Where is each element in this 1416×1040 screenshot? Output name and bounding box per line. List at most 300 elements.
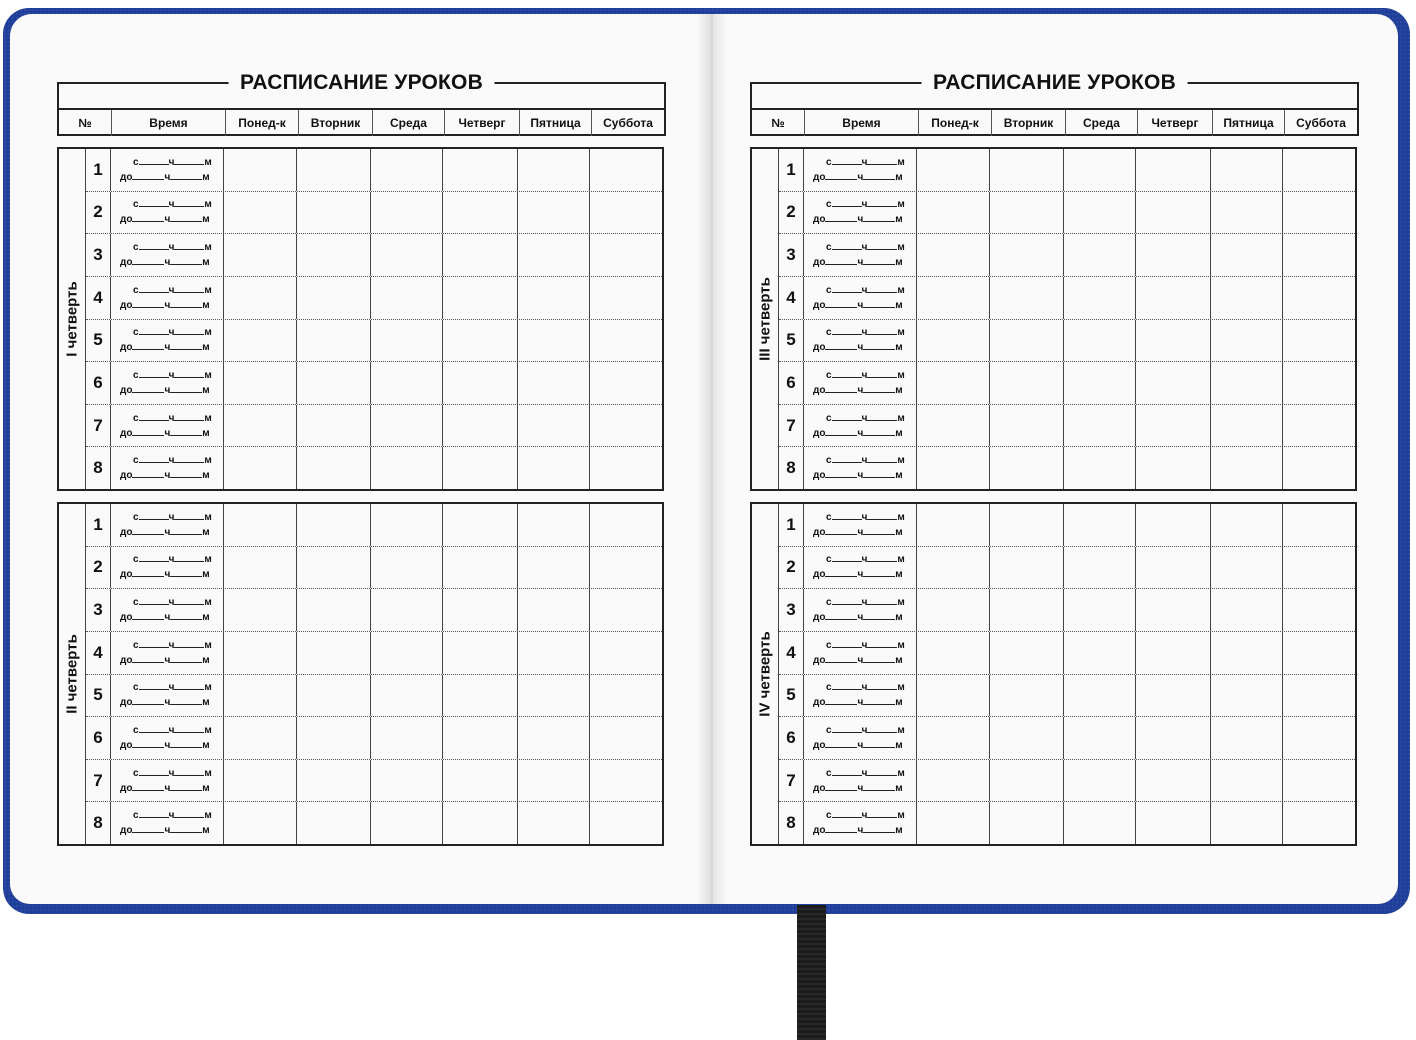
lesson-cell[interactable]: [1136, 405, 1211, 447]
lesson-cell[interactable]: [1283, 362, 1355, 404]
time-cell[interactable]: [111, 717, 224, 759]
time-cell[interactable]: [111, 802, 224, 844]
time-cell[interactable]: [804, 320, 917, 362]
lesson-cell[interactable]: [1064, 589, 1136, 631]
time-cell[interactable]: [804, 717, 917, 759]
lesson-cell[interactable]: [518, 192, 590, 234]
lesson-cell[interactable]: [443, 320, 518, 362]
lesson-cell[interactable]: [1283, 149, 1355, 191]
lesson-cell[interactable]: [518, 547, 590, 589]
time-cell[interactable]: [111, 192, 224, 234]
lesson-cell[interactable]: [917, 760, 990, 802]
lesson-cell[interactable]: [990, 632, 1064, 674]
lesson-cell[interactable]: [1211, 589, 1283, 631]
lesson-cell[interactable]: [518, 589, 590, 631]
blank-line: [174, 368, 204, 378]
lesson-cell[interactable]: [371, 277, 443, 319]
time-cell[interactable]: [804, 504, 917, 546]
lesson-cell[interactable]: [1064, 504, 1136, 546]
lesson-rows: [779, 504, 1355, 844]
time-cell[interactable]: [804, 760, 917, 802]
lesson-cell[interactable]: [297, 234, 371, 276]
time-cell[interactable]: [111, 277, 224, 319]
lesson-cell[interactable]: [1064, 234, 1136, 276]
blank-line: [170, 340, 202, 350]
lesson-cell[interactable]: [518, 362, 590, 404]
lesson-cell[interactable]: [1136, 277, 1211, 319]
minute-label: м: [202, 526, 210, 538]
lesson-cell[interactable]: [443, 149, 518, 191]
lesson-cell[interactable]: [1211, 504, 1283, 546]
time-cell[interactable]: [111, 320, 224, 362]
lesson-cell[interactable]: [1211, 192, 1283, 234]
lesson-cell[interactable]: [297, 802, 371, 844]
time-from: [115, 411, 223, 426]
lesson-cell[interactable]: [590, 234, 662, 276]
lesson-row: [779, 447, 1355, 489]
lesson-cell[interactable]: [1136, 320, 1211, 362]
lesson-cell[interactable]: [1211, 234, 1283, 276]
quarter-label: [59, 149, 86, 489]
lesson-cell[interactable]: [371, 802, 443, 844]
lesson-cell[interactable]: [371, 675, 443, 717]
lesson-cell[interactable]: [590, 547, 662, 589]
lesson-cell[interactable]: [518, 675, 590, 717]
hour-label: ч: [857, 526, 864, 538]
lesson-cell[interactable]: [917, 504, 990, 546]
time-to: [115, 212, 223, 227]
time-cell[interactable]: [111, 447, 224, 489]
lesson-cell[interactable]: [590, 675, 662, 717]
lesson-cell[interactable]: [917, 192, 990, 234]
lesson-cell[interactable]: [1064, 632, 1136, 674]
lesson-cell[interactable]: [1283, 760, 1355, 802]
lesson-cell[interactable]: [590, 589, 662, 631]
lesson-cell[interactable]: [443, 717, 518, 759]
lesson-cell[interactable]: [297, 632, 371, 674]
lesson-cell[interactable]: [297, 447, 371, 489]
lesson-cell[interactable]: [371, 447, 443, 489]
blank-line: [132, 383, 164, 393]
lesson-number: 4: [86, 277, 111, 319]
minute-label: м: [204, 242, 212, 254]
lesson-cell[interactable]: [443, 362, 518, 404]
lesson-cell[interactable]: [224, 504, 297, 546]
lesson-cell[interactable]: [224, 632, 297, 674]
lesson-cell[interactable]: [1136, 632, 1211, 674]
lesson-cell[interactable]: [590, 760, 662, 802]
time-cell[interactable]: [804, 192, 917, 234]
lesson-cell[interactable]: [443, 192, 518, 234]
lesson-cell[interactable]: [990, 760, 1064, 802]
lesson-cell[interactable]: [1136, 589, 1211, 631]
lesson-cell[interactable]: [1283, 504, 1355, 546]
to-label: до: [813, 299, 826, 311]
lesson-cell[interactable]: [1064, 405, 1136, 447]
blank-line: [825, 298, 857, 308]
time-cell[interactable]: [804, 447, 917, 489]
blank-line: [832, 552, 862, 562]
lesson-cell[interactable]: [1283, 192, 1355, 234]
column-header: Время: [805, 110, 919, 136]
lesson-number: 4: [779, 632, 804, 674]
lesson-cell[interactable]: [297, 504, 371, 546]
lesson-cell[interactable]: [371, 192, 443, 234]
lesson-cell[interactable]: [371, 547, 443, 589]
from-label: с: [826, 554, 832, 566]
lesson-cell[interactable]: [990, 447, 1064, 489]
lesson-cell[interactable]: [224, 277, 297, 319]
lesson-cell[interactable]: [1136, 717, 1211, 759]
lesson-cell[interactable]: [917, 547, 990, 589]
lesson-cell[interactable]: [1136, 802, 1211, 844]
to-label: до: [813, 825, 826, 837]
from-label: с: [133, 597, 139, 609]
lesson-cell[interactable]: [1136, 547, 1211, 589]
lesson-cell[interactable]: [1211, 405, 1283, 447]
lesson-cell[interactable]: [917, 277, 990, 319]
lesson-cell[interactable]: [917, 675, 990, 717]
lesson-number: 8: [86, 447, 111, 489]
lesson-cell[interactable]: [1064, 192, 1136, 234]
lesson-row: [779, 802, 1355, 844]
lesson-cell[interactable]: [224, 717, 297, 759]
lesson-cell[interactable]: [990, 675, 1064, 717]
lesson-cell[interactable]: [1283, 802, 1355, 844]
from-label: с: [133, 511, 139, 523]
lesson-cell[interactable]: [1064, 362, 1136, 404]
quarter-label-text: III четверть: [756, 277, 774, 361]
lesson-cell[interactable]: [917, 234, 990, 276]
lesson-cell[interactable]: [1064, 277, 1136, 319]
lesson-cell[interactable]: [590, 802, 662, 844]
time-cell[interactable]: [111, 675, 224, 717]
minute-label: м: [202, 739, 210, 751]
lesson-cell[interactable]: [1211, 760, 1283, 802]
time-to: [115, 298, 223, 313]
time-to: [115, 426, 223, 441]
time-to: [808, 383, 916, 398]
minute-label: м: [895, 697, 903, 709]
to-label: до: [120, 825, 133, 837]
lesson-cell[interactable]: [297, 192, 371, 234]
lesson-cell[interactable]: [1283, 234, 1355, 276]
lesson-cell[interactable]: [1211, 277, 1283, 319]
lesson-cell[interactable]: [590, 504, 662, 546]
time-cell[interactable]: [804, 234, 917, 276]
column-header: Пятница: [1213, 110, 1285, 136]
column-header: Пятница: [520, 110, 592, 136]
lesson-cell[interactable]: [1136, 447, 1211, 489]
blank-line: [174, 680, 204, 690]
lesson-cell[interactable]: [1064, 717, 1136, 759]
lesson-cell[interactable]: [1283, 277, 1355, 319]
lesson-cell[interactable]: [224, 589, 297, 631]
time-to: [808, 426, 916, 441]
lesson-cell[interactable]: [1064, 320, 1136, 362]
lesson-cell[interactable]: [297, 405, 371, 447]
lesson-cell[interactable]: [590, 192, 662, 234]
lesson-cell[interactable]: [443, 504, 518, 546]
lesson-cell[interactable]: [371, 234, 443, 276]
lesson-cell[interactable]: [917, 802, 990, 844]
minute-label: м: [204, 412, 212, 424]
lesson-cell[interactable]: [297, 760, 371, 802]
lesson-cell[interactable]: [917, 717, 990, 759]
lesson-cell[interactable]: [224, 547, 297, 589]
lesson-cell[interactable]: [371, 320, 443, 362]
lesson-cell[interactable]: [990, 192, 1064, 234]
minute-label: м: [897, 554, 905, 566]
lesson-cell[interactable]: [371, 149, 443, 191]
blank-line: [170, 610, 202, 620]
hour-label: ч: [861, 199, 868, 211]
lesson-cell[interactable]: [443, 234, 518, 276]
lesson-cell[interactable]: [1136, 675, 1211, 717]
time-cell[interactable]: [111, 149, 224, 191]
lesson-cell[interactable]: [1136, 192, 1211, 234]
lesson-cell[interactable]: [297, 547, 371, 589]
lesson-cell[interactable]: [224, 760, 297, 802]
lesson-cell[interactable]: [224, 447, 297, 489]
from-label: с: [826, 455, 832, 467]
lesson-cell[interactable]: [590, 277, 662, 319]
lesson-cell[interactable]: [990, 405, 1064, 447]
lesson-cell[interactable]: [1283, 320, 1355, 362]
time-cell[interactable]: [804, 547, 917, 589]
lesson-cell[interactable]: [590, 447, 662, 489]
lesson-number: 5: [86, 675, 111, 717]
lesson-cell[interactable]: [917, 405, 990, 447]
hour-label: ч: [164, 782, 171, 794]
blank-line: [867, 411, 897, 421]
time-cell[interactable]: [804, 149, 917, 191]
time-cell[interactable]: [111, 589, 224, 631]
lesson-cell[interactable]: [1211, 632, 1283, 674]
lesson-cell[interactable]: [297, 320, 371, 362]
lesson-cell[interactable]: [990, 277, 1064, 319]
lesson-cell[interactable]: [224, 675, 297, 717]
lesson-cell[interactable]: [224, 149, 297, 191]
time-from: [808, 240, 916, 255]
lesson-number: 4: [779, 277, 804, 319]
time-to: [808, 610, 916, 625]
lesson-cell[interactable]: [1064, 675, 1136, 717]
lesson-cell[interactable]: [518, 277, 590, 319]
lesson-cell[interactable]: [1136, 504, 1211, 546]
time-cell[interactable]: [111, 547, 224, 589]
lesson-cell[interactable]: [990, 802, 1064, 844]
lesson-cell[interactable]: [917, 589, 990, 631]
time-cell[interactable]: [111, 504, 224, 546]
lesson-cell[interactable]: [917, 632, 990, 674]
lesson-cell[interactable]: [917, 362, 990, 404]
lesson-cell[interactable]: [443, 277, 518, 319]
hour-label: ч: [857, 257, 864, 269]
lesson-cell[interactable]: [518, 504, 590, 546]
lesson-cell[interactable]: [1136, 149, 1211, 191]
lesson-cell[interactable]: [917, 447, 990, 489]
lesson-cell[interactable]: [371, 589, 443, 631]
lesson-cell[interactable]: [443, 675, 518, 717]
lesson-cell[interactable]: [990, 504, 1064, 546]
lesson-cell[interactable]: [1283, 632, 1355, 674]
lesson-cell[interactable]: [990, 362, 1064, 404]
lesson-cell[interactable]: [224, 320, 297, 362]
lesson-cell[interactable]: [1136, 234, 1211, 276]
lesson-cell[interactable]: [224, 192, 297, 234]
lesson-cell[interactable]: [990, 234, 1064, 276]
lesson-cell[interactable]: [371, 504, 443, 546]
lesson-cell[interactable]: [1211, 447, 1283, 489]
lesson-cell[interactable]: [371, 632, 443, 674]
lesson-cell[interactable]: [590, 149, 662, 191]
time-cell[interactable]: [804, 675, 917, 717]
time-cell[interactable]: [804, 589, 917, 631]
lesson-cell[interactable]: [1136, 362, 1211, 404]
blank-line: [132, 567, 164, 577]
minute-label: м: [202, 384, 210, 396]
lesson-cell[interactable]: [297, 675, 371, 717]
time-cell[interactable]: [804, 362, 917, 404]
lesson-cell[interactable]: [518, 760, 590, 802]
lesson-cell[interactable]: [1136, 760, 1211, 802]
from-label: с: [826, 327, 832, 339]
lesson-cell[interactable]: [518, 234, 590, 276]
lesson-cell[interactable]: [1064, 447, 1136, 489]
blank-line: [825, 695, 857, 705]
blank-line: [139, 283, 169, 293]
lesson-cell[interactable]: [443, 760, 518, 802]
lesson-cell[interactable]: [371, 760, 443, 802]
lesson-cell[interactable]: [518, 149, 590, 191]
lesson-cell[interactable]: [1283, 547, 1355, 589]
lesson-cell[interactable]: [1211, 675, 1283, 717]
lesson-cell[interactable]: [917, 149, 990, 191]
lesson-cell[interactable]: [990, 149, 1064, 191]
lesson-cell[interactable]: [990, 320, 1064, 362]
time-cell[interactable]: [111, 234, 224, 276]
lesson-cell[interactable]: [590, 320, 662, 362]
lesson-cell[interactable]: [590, 362, 662, 404]
lesson-cell[interactable]: [443, 447, 518, 489]
time-cell[interactable]: [111, 632, 224, 674]
lesson-cell[interactable]: [1064, 547, 1136, 589]
schedule-header: [57, 71, 664, 134]
lesson-cell[interactable]: [990, 589, 1064, 631]
lesson-cell[interactable]: [1211, 362, 1283, 404]
minute-label: м: [204, 156, 212, 168]
lesson-cell[interactable]: [371, 362, 443, 404]
blank-line: [832, 411, 862, 421]
lesson-cell[interactable]: [1211, 802, 1283, 844]
column-header: №: [59, 110, 112, 136]
time-cell[interactable]: [804, 802, 917, 844]
lesson-cell[interactable]: [1064, 760, 1136, 802]
lesson-cell[interactable]: [1064, 149, 1136, 191]
blank-line: [174, 155, 204, 165]
lesson-cell[interactable]: [443, 802, 518, 844]
lesson-cell[interactable]: [443, 589, 518, 631]
to-label: до: [813, 654, 826, 666]
lesson-cell[interactable]: [1211, 320, 1283, 362]
lesson-cell[interactable]: [590, 717, 662, 759]
blank-line: [170, 525, 202, 535]
minute-label: м: [204, 767, 212, 779]
to-label: до: [813, 526, 826, 538]
lesson-cell[interactable]: [917, 320, 990, 362]
lesson-cell[interactable]: [1283, 675, 1355, 717]
lesson-cell[interactable]: [1211, 717, 1283, 759]
minute-label: м: [202, 569, 210, 581]
lesson-cell[interactable]: [518, 802, 590, 844]
blank-line: [825, 255, 857, 265]
lesson-cell[interactable]: [518, 405, 590, 447]
lesson-cell[interactable]: [297, 717, 371, 759]
blank-line: [174, 453, 204, 463]
time-cell[interactable]: [804, 277, 917, 319]
hour-label: ч: [168, 369, 175, 381]
lesson-cell[interactable]: [1211, 149, 1283, 191]
lesson-cell[interactable]: [224, 802, 297, 844]
lesson-cell[interactable]: [224, 234, 297, 276]
lesson-cell[interactable]: [1283, 447, 1355, 489]
lesson-cell[interactable]: [990, 547, 1064, 589]
lesson-cell[interactable]: [443, 632, 518, 674]
time-cell[interactable]: [111, 405, 224, 447]
lesson-cell[interactable]: [1283, 405, 1355, 447]
lesson-cell[interactable]: [297, 149, 371, 191]
quarter-block: [57, 502, 664, 846]
lesson-cell[interactable]: [990, 717, 1064, 759]
lesson-row: [779, 234, 1355, 277]
lesson-cell[interactable]: [224, 362, 297, 404]
lesson-cell[interactable]: [443, 547, 518, 589]
time-cell[interactable]: [804, 405, 917, 447]
lesson-row: [779, 362, 1355, 405]
lesson-cell[interactable]: [1064, 802, 1136, 844]
lesson-row: [86, 589, 662, 632]
lesson-cell[interactable]: [371, 717, 443, 759]
lesson-cell[interactable]: [371, 405, 443, 447]
quarter-label-text: I четверть: [63, 281, 81, 357]
lesson-row: [86, 149, 662, 192]
lesson-row: [779, 320, 1355, 363]
hour-label: ч: [857, 739, 864, 751]
lesson-cell[interactable]: [224, 405, 297, 447]
lesson-cell[interactable]: [1283, 589, 1355, 631]
lesson-cell[interactable]: [590, 632, 662, 674]
time-cell[interactable]: [804, 632, 917, 674]
lesson-cell[interactable]: [518, 447, 590, 489]
quarter-block: [750, 502, 1357, 846]
hour-label: ч: [861, 156, 868, 168]
time-cell[interactable]: [111, 760, 224, 802]
lesson-cell[interactable]: [297, 362, 371, 404]
lesson-cell[interactable]: [518, 320, 590, 362]
lesson-cell[interactable]: [297, 589, 371, 631]
lesson-cell[interactable]: [1211, 547, 1283, 589]
lesson-cell[interactable]: [1283, 717, 1355, 759]
lesson-cell[interactable]: [518, 632, 590, 674]
lesson-cell[interactable]: [518, 717, 590, 759]
lesson-number: 7: [86, 405, 111, 447]
hour-label: ч: [861, 724, 868, 736]
time-cell[interactable]: [111, 362, 224, 404]
lesson-cell[interactable]: [443, 405, 518, 447]
lesson-cell[interactable]: [297, 277, 371, 319]
lesson-cell[interactable]: [590, 405, 662, 447]
